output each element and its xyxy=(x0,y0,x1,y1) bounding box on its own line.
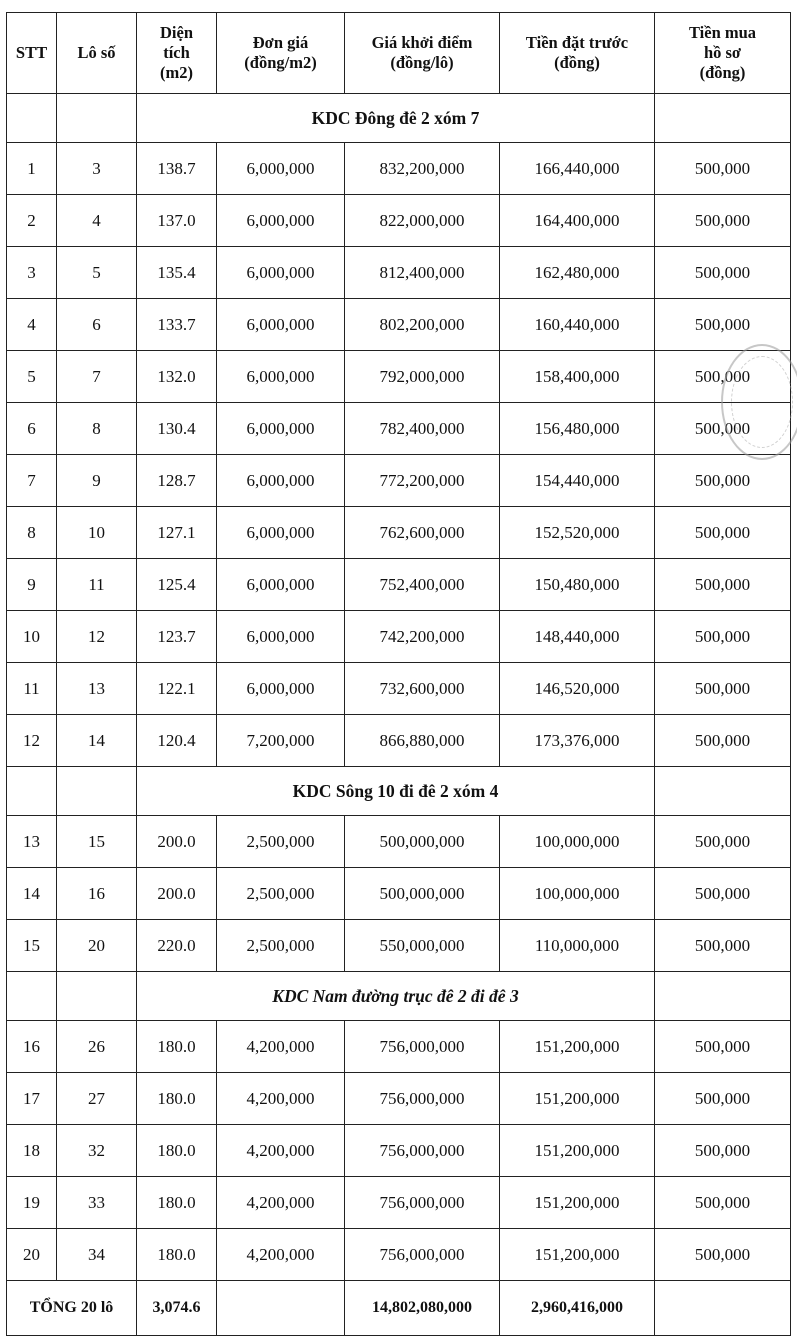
header-row xyxy=(7,13,791,94)
cell-dossier-fee: 500,000 xyxy=(655,143,791,195)
cell-stt: 7 xyxy=(7,455,57,507)
cell-stt: 18 xyxy=(7,1125,57,1177)
group-title: KDC Đông đê 2 xóm 7 xyxy=(137,94,655,143)
cell-unit-price: 2,500,000 xyxy=(217,868,345,920)
cell-lot: 13 xyxy=(57,663,137,715)
cell-area: 120.4 xyxy=(137,715,217,767)
cell-unit-price: 4,200,000 xyxy=(217,1229,345,1281)
cell-lot: 5 xyxy=(57,247,137,299)
cell-deposit: 162,480,000 xyxy=(500,247,655,299)
group-empty-cell xyxy=(7,94,57,143)
table-row xyxy=(7,816,791,868)
cell-lot: 4 xyxy=(57,195,137,247)
cell-start-price: 550,000,000 xyxy=(345,920,500,972)
cell-area: 128.7 xyxy=(137,455,217,507)
total-area: 3,074.6 xyxy=(137,1281,217,1336)
cell-stt: 16 xyxy=(7,1021,57,1073)
table-row xyxy=(7,611,791,663)
cell-dossier-fee: 500,000 xyxy=(655,351,791,403)
cell-lot: 26 xyxy=(57,1021,137,1073)
cell-lot: 34 xyxy=(57,1229,137,1281)
cell-deposit: 152,520,000 xyxy=(500,507,655,559)
cell-area: 130.4 xyxy=(137,403,217,455)
cell-deposit: 151,200,000 xyxy=(500,1177,655,1229)
cell-unit-price: 6,000,000 xyxy=(217,559,345,611)
header-deposit: Tiền đặt trước (đồng) xyxy=(500,13,655,94)
group-empty-cell xyxy=(655,972,791,1021)
cell-deposit: 156,480,000 xyxy=(500,403,655,455)
cell-deposit: 146,520,000 xyxy=(500,663,655,715)
header-unit-price: Đơn giá (đồng/m2) xyxy=(217,13,345,94)
cell-unit-price: 6,000,000 xyxy=(217,455,345,507)
cell-unit-price: 4,200,000 xyxy=(217,1177,345,1229)
table-row xyxy=(7,868,791,920)
cell-unit-price: 2,500,000 xyxy=(217,920,345,972)
cell-start-price: 772,200,000 xyxy=(345,455,500,507)
cell-lot: 20 xyxy=(57,920,137,972)
cell-start-price: 756,000,000 xyxy=(345,1177,500,1229)
header-lot: Lô số xyxy=(57,13,137,94)
cell-start-price: 866,880,000 xyxy=(345,715,500,767)
cell-lot: 6 xyxy=(57,299,137,351)
header-stt: STT xyxy=(7,13,57,94)
cell-area: 127.1 xyxy=(137,507,217,559)
cell-lot: 15 xyxy=(57,816,137,868)
cell-unit-price: 6,000,000 xyxy=(217,143,345,195)
total-deposit: 2,960,416,000 xyxy=(500,1281,655,1336)
table-row xyxy=(7,195,791,247)
cell-lot: 14 xyxy=(57,715,137,767)
cell-area: 200.0 xyxy=(137,816,217,868)
cell-dossier-fee: 500,000 xyxy=(655,1177,791,1229)
cell-start-price: 742,200,000 xyxy=(345,611,500,663)
cell-start-price: 792,000,000 xyxy=(345,351,500,403)
table-row xyxy=(7,247,791,299)
cell-dossier-fee: 500,000 xyxy=(655,920,791,972)
group-title: KDC Sông 10 đi đê 2 xóm 4 xyxy=(137,767,655,816)
cell-area: 180.0 xyxy=(137,1073,217,1125)
cell-dossier-fee: 500,000 xyxy=(655,559,791,611)
cell-area: 220.0 xyxy=(137,920,217,972)
cell-deposit: 100,000,000 xyxy=(500,868,655,920)
cell-start-price: 822,000,000 xyxy=(345,195,500,247)
cell-dossier-fee: 500,000 xyxy=(655,611,791,663)
cell-deposit: 151,200,000 xyxy=(500,1021,655,1073)
cell-lot: 9 xyxy=(57,455,137,507)
table-row xyxy=(7,299,791,351)
cell-start-price: 756,000,000 xyxy=(345,1125,500,1177)
table-row xyxy=(7,507,791,559)
cell-dossier-fee: 500,000 xyxy=(655,507,791,559)
cell-unit-price: 4,200,000 xyxy=(217,1073,345,1125)
total-empty-cell xyxy=(655,1281,791,1336)
cell-deposit: 100,000,000 xyxy=(500,816,655,868)
cell-area: 180.0 xyxy=(137,1177,217,1229)
cell-stt: 2 xyxy=(7,195,57,247)
cell-stt: 10 xyxy=(7,611,57,663)
group-empty-cell xyxy=(655,767,791,816)
group-empty-cell xyxy=(7,767,57,816)
group-row xyxy=(7,972,791,1021)
cell-start-price: 756,000,000 xyxy=(345,1229,500,1281)
cell-area: 138.7 xyxy=(137,143,217,195)
cell-deposit: 148,440,000 xyxy=(500,611,655,663)
cell-stt: 4 xyxy=(7,299,57,351)
cell-dossier-fee: 500,000 xyxy=(655,195,791,247)
cell-unit-price: 2,500,000 xyxy=(217,816,345,868)
cell-start-price: 756,000,000 xyxy=(345,1021,500,1073)
cell-area: 180.0 xyxy=(137,1125,217,1177)
cell-area: 180.0 xyxy=(137,1229,217,1281)
cell-dossier-fee: 500,000 xyxy=(655,1125,791,1177)
table-row xyxy=(7,663,791,715)
table-row xyxy=(7,1177,791,1229)
cell-start-price: 752,400,000 xyxy=(345,559,500,611)
header-area: Diện tích (m2) xyxy=(137,13,217,94)
cell-stt: 9 xyxy=(7,559,57,611)
cell-stt: 20 xyxy=(7,1229,57,1281)
group-row xyxy=(7,767,791,816)
table-row xyxy=(7,715,791,767)
cell-lot: 33 xyxy=(57,1177,137,1229)
cell-lot: 7 xyxy=(57,351,137,403)
cell-dossier-fee: 500,000 xyxy=(655,455,791,507)
cell-stt: 3 xyxy=(7,247,57,299)
cell-dossier-fee: 500,000 xyxy=(655,715,791,767)
cell-stt: 8 xyxy=(7,507,57,559)
cell-deposit: 151,200,000 xyxy=(500,1125,655,1177)
cell-deposit: 154,440,000 xyxy=(500,455,655,507)
cell-unit-price: 6,000,000 xyxy=(217,299,345,351)
cell-dossier-fee: 500,000 xyxy=(655,299,791,351)
cell-start-price: 500,000,000 xyxy=(345,816,500,868)
group-empty-cell xyxy=(57,767,137,816)
cell-deposit: 166,440,000 xyxy=(500,143,655,195)
cell-stt: 11 xyxy=(7,663,57,715)
cell-deposit: 151,200,000 xyxy=(500,1073,655,1125)
cell-area: 123.7 xyxy=(137,611,217,663)
cell-start-price: 732,600,000 xyxy=(345,663,500,715)
group-empty-cell xyxy=(7,972,57,1021)
total-empty-cell xyxy=(217,1281,345,1336)
table-row xyxy=(7,1229,791,1281)
total-label: TỔNG 20 lô xyxy=(7,1281,137,1336)
cell-stt: 5 xyxy=(7,351,57,403)
cell-deposit: 173,376,000 xyxy=(500,715,655,767)
table-row xyxy=(7,920,791,972)
cell-unit-price: 4,200,000 xyxy=(217,1125,345,1177)
group-empty-cell xyxy=(57,972,137,1021)
auction-lot-table-document xyxy=(6,12,791,1336)
cell-start-price: 782,400,000 xyxy=(345,403,500,455)
cell-lot: 3 xyxy=(57,143,137,195)
cell-dossier-fee: 500,000 xyxy=(655,663,791,715)
auction-lot-table xyxy=(6,12,791,1336)
cell-unit-price: 6,000,000 xyxy=(217,663,345,715)
cell-lot: 16 xyxy=(57,868,137,920)
cell-stt: 12 xyxy=(7,715,57,767)
cell-area: 180.0 xyxy=(137,1021,217,1073)
cell-area: 125.4 xyxy=(137,559,217,611)
cell-start-price: 756,000,000 xyxy=(345,1073,500,1125)
cell-dossier-fee: 500,000 xyxy=(655,1073,791,1125)
cell-start-price: 832,200,000 xyxy=(345,143,500,195)
cell-deposit: 164,400,000 xyxy=(500,195,655,247)
table-row xyxy=(7,1073,791,1125)
cell-dossier-fee: 500,000 xyxy=(655,403,791,455)
table-row xyxy=(7,559,791,611)
header-start-price: Giá khởi điểm (đồng/lô) xyxy=(345,13,500,94)
cell-unit-price: 6,000,000 xyxy=(217,403,345,455)
cell-area: 135.4 xyxy=(137,247,217,299)
group-empty-cell xyxy=(655,94,791,143)
cell-unit-price: 7,200,000 xyxy=(217,715,345,767)
header-dossier-fee: Tiền mua hồ sơ (đồng) xyxy=(655,13,791,94)
total-row xyxy=(7,1281,791,1336)
cell-start-price: 802,200,000 xyxy=(345,299,500,351)
cell-area: 137.0 xyxy=(137,195,217,247)
cell-deposit: 160,440,000 xyxy=(500,299,655,351)
cell-deposit: 110,000,000 xyxy=(500,920,655,972)
cell-area: 122.1 xyxy=(137,663,217,715)
cell-lot: 8 xyxy=(57,403,137,455)
cell-deposit: 150,480,000 xyxy=(500,559,655,611)
table-row xyxy=(7,351,791,403)
cell-area: 133.7 xyxy=(137,299,217,351)
cell-stt: 6 xyxy=(7,403,57,455)
cell-start-price: 812,400,000 xyxy=(345,247,500,299)
cell-lot: 11 xyxy=(57,559,137,611)
cell-lot: 27 xyxy=(57,1073,137,1125)
table-row xyxy=(7,1125,791,1177)
table-row xyxy=(7,403,791,455)
cell-stt: 15 xyxy=(7,920,57,972)
cell-deposit: 158,400,000 xyxy=(500,351,655,403)
cell-stt: 17 xyxy=(7,1073,57,1125)
group-title: KDC Nam đường trục đê 2 đi đê 3 xyxy=(137,972,655,1021)
cell-deposit: 151,200,000 xyxy=(500,1229,655,1281)
table-row xyxy=(7,1021,791,1073)
group-empty-cell xyxy=(57,94,137,143)
cell-start-price: 500,000,000 xyxy=(345,868,500,920)
cell-unit-price: 6,000,000 xyxy=(217,507,345,559)
cell-unit-price: 4,200,000 xyxy=(217,1021,345,1073)
table-row xyxy=(7,455,791,507)
cell-dossier-fee: 500,000 xyxy=(655,816,791,868)
cell-stt: 1 xyxy=(7,143,57,195)
group-row xyxy=(7,94,791,143)
cell-lot: 32 xyxy=(57,1125,137,1177)
cell-dossier-fee: 500,000 xyxy=(655,868,791,920)
cell-stt: 19 xyxy=(7,1177,57,1229)
cell-start-price: 762,600,000 xyxy=(345,507,500,559)
cell-unit-price: 6,000,000 xyxy=(217,351,345,403)
cell-lot: 12 xyxy=(57,611,137,663)
cell-stt: 14 xyxy=(7,868,57,920)
cell-dossier-fee: 500,000 xyxy=(655,1229,791,1281)
cell-unit-price: 6,000,000 xyxy=(217,247,345,299)
total-start-price: 14,802,080,000 xyxy=(345,1281,500,1336)
cell-area: 200.0 xyxy=(137,868,217,920)
cell-unit-price: 6,000,000 xyxy=(217,195,345,247)
cell-lot: 10 xyxy=(57,507,137,559)
cell-unit-price: 6,000,000 xyxy=(217,611,345,663)
cell-area: 132.0 xyxy=(137,351,217,403)
cell-stt: 13 xyxy=(7,816,57,868)
cell-dossier-fee: 500,000 xyxy=(655,1021,791,1073)
cell-dossier-fee: 500,000 xyxy=(655,247,791,299)
table-row xyxy=(7,143,791,195)
